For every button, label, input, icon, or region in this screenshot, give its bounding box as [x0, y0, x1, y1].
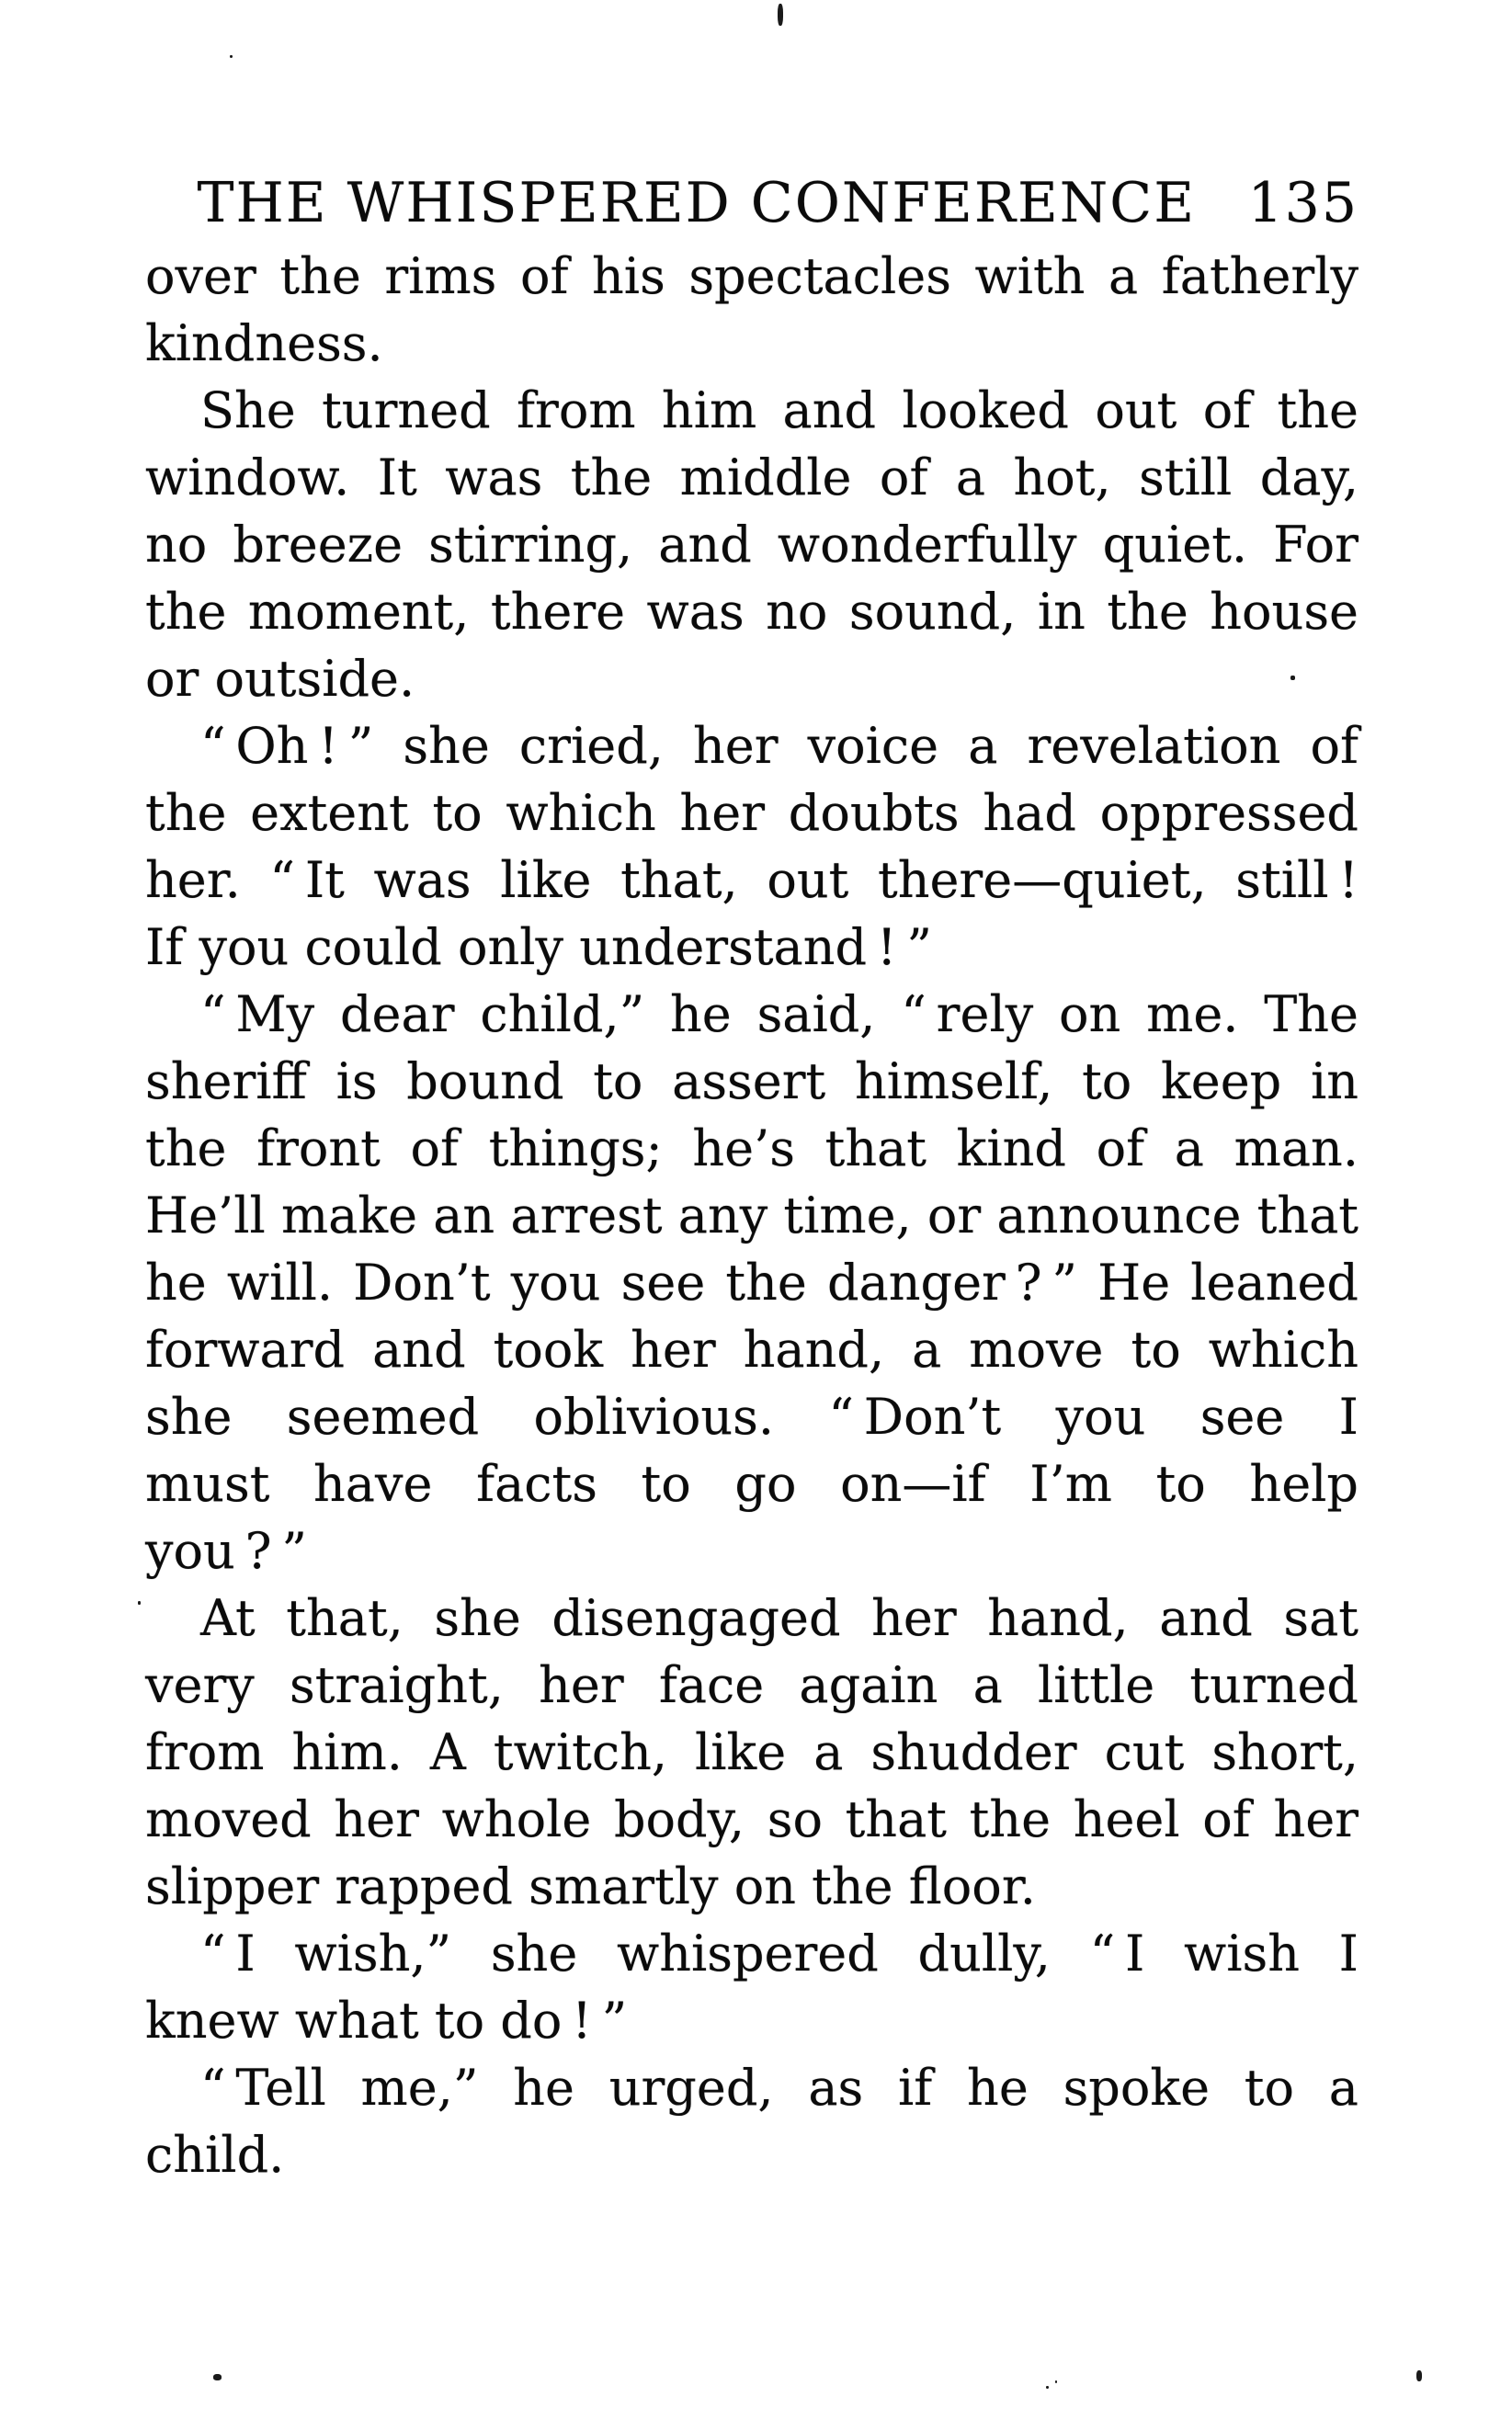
text-line: you ? ”: [145, 1522, 307, 1580]
paragraph: [145, 2054, 1359, 2188]
text-line: no breeze stirring, and wonderfully quiet. For: [145, 516, 1359, 574]
text-line: very straight, her face again a little turned: [145, 1656, 1359, 1714]
text-line: she seemed oblivious. “ Don’t you see I: [145, 1388, 1359, 1446]
text-line: must have facts to go on—if I’m to help: [145, 1455, 1359, 1513]
ink-speck: [1290, 676, 1295, 680]
text-line: from him. A twitch, like a shudder cut short,: [145, 1723, 1359, 1781]
text-line: moved her whole body, so that the heel of her: [145, 1790, 1359, 1848]
paragraph: [145, 377, 1359, 712]
text-line: knew what to do ! ”: [145, 1992, 628, 2050]
text-line: “ My dear child,” he said, “ rely on me. The: [200, 985, 1359, 1043]
ink-speck: [1046, 2386, 1049, 2389]
ink-speck: [138, 1601, 141, 1605]
text-line: He’ll make an arrest any time, or announce that: [145, 1187, 1359, 1244]
text-line: At that, she disengaged her hand, and sat: [200, 1589, 1359, 1647]
text-line: “ I wish,” she whispered dully, “ I wish I: [200, 1925, 1359, 1982]
ink-speck: [230, 55, 233, 58]
text-line: “ Oh ! ” she cried, her voice a revelation of: [200, 717, 1359, 775]
paragraph: [145, 712, 1359, 981]
page-number: 135: [1247, 171, 1359, 235]
ink-speck: [1055, 2380, 1057, 2383]
ink-speck: [213, 2374, 222, 2380]
paragraph: [145, 1585, 1359, 1920]
text-line: the moment, there was no sound, in the house: [145, 583, 1359, 641]
paragraph: [145, 243, 1359, 377]
text-line: the front of things; he’s that kind of a man.: [145, 1119, 1359, 1177]
text-line: child.: [145, 2126, 285, 2184]
ink-speck: [1416, 2370, 1422, 2381]
ink-speck: [778, 4, 783, 26]
text-line: forward and took her hand, a move to which: [145, 1321, 1359, 1379]
text-line: kindness.: [145, 314, 383, 372]
paragraph: [145, 981, 1359, 1585]
text-line: sheriff is bound to assert himself, to keep in: [145, 1052, 1359, 1110]
text-line: the extent to which her doubts had oppressed: [145, 784, 1359, 842]
body-text: [145, 243, 1359, 2188]
chapter-title: THE WHISPERED CONFERENCE: [197, 171, 1196, 235]
text-line: She turned from him and looked out of the: [200, 381, 1359, 439]
text-line: window. It was the middle of a hot, still day,: [145, 449, 1359, 506]
paragraph: [145, 1920, 1359, 2054]
text-line: over the rims of his spectacles with a fatherly: [145, 247, 1359, 305]
running-header: [145, 171, 1359, 235]
text-line: If you could only understand ! ”: [145, 918, 932, 976]
text-line: slipper rapped smartly on the floor.: [145, 1857, 1036, 1915]
text-line: he will. Don’t you see the danger ? ” He leaned: [145, 1254, 1359, 1312]
text-line: her. “ It was like that, out there—quiet, still !: [145, 851, 1359, 909]
text-line: or outside.: [145, 650, 415, 708]
text-line: “ Tell me,” he urged, as if he spoke to a: [200, 2059, 1359, 2117]
